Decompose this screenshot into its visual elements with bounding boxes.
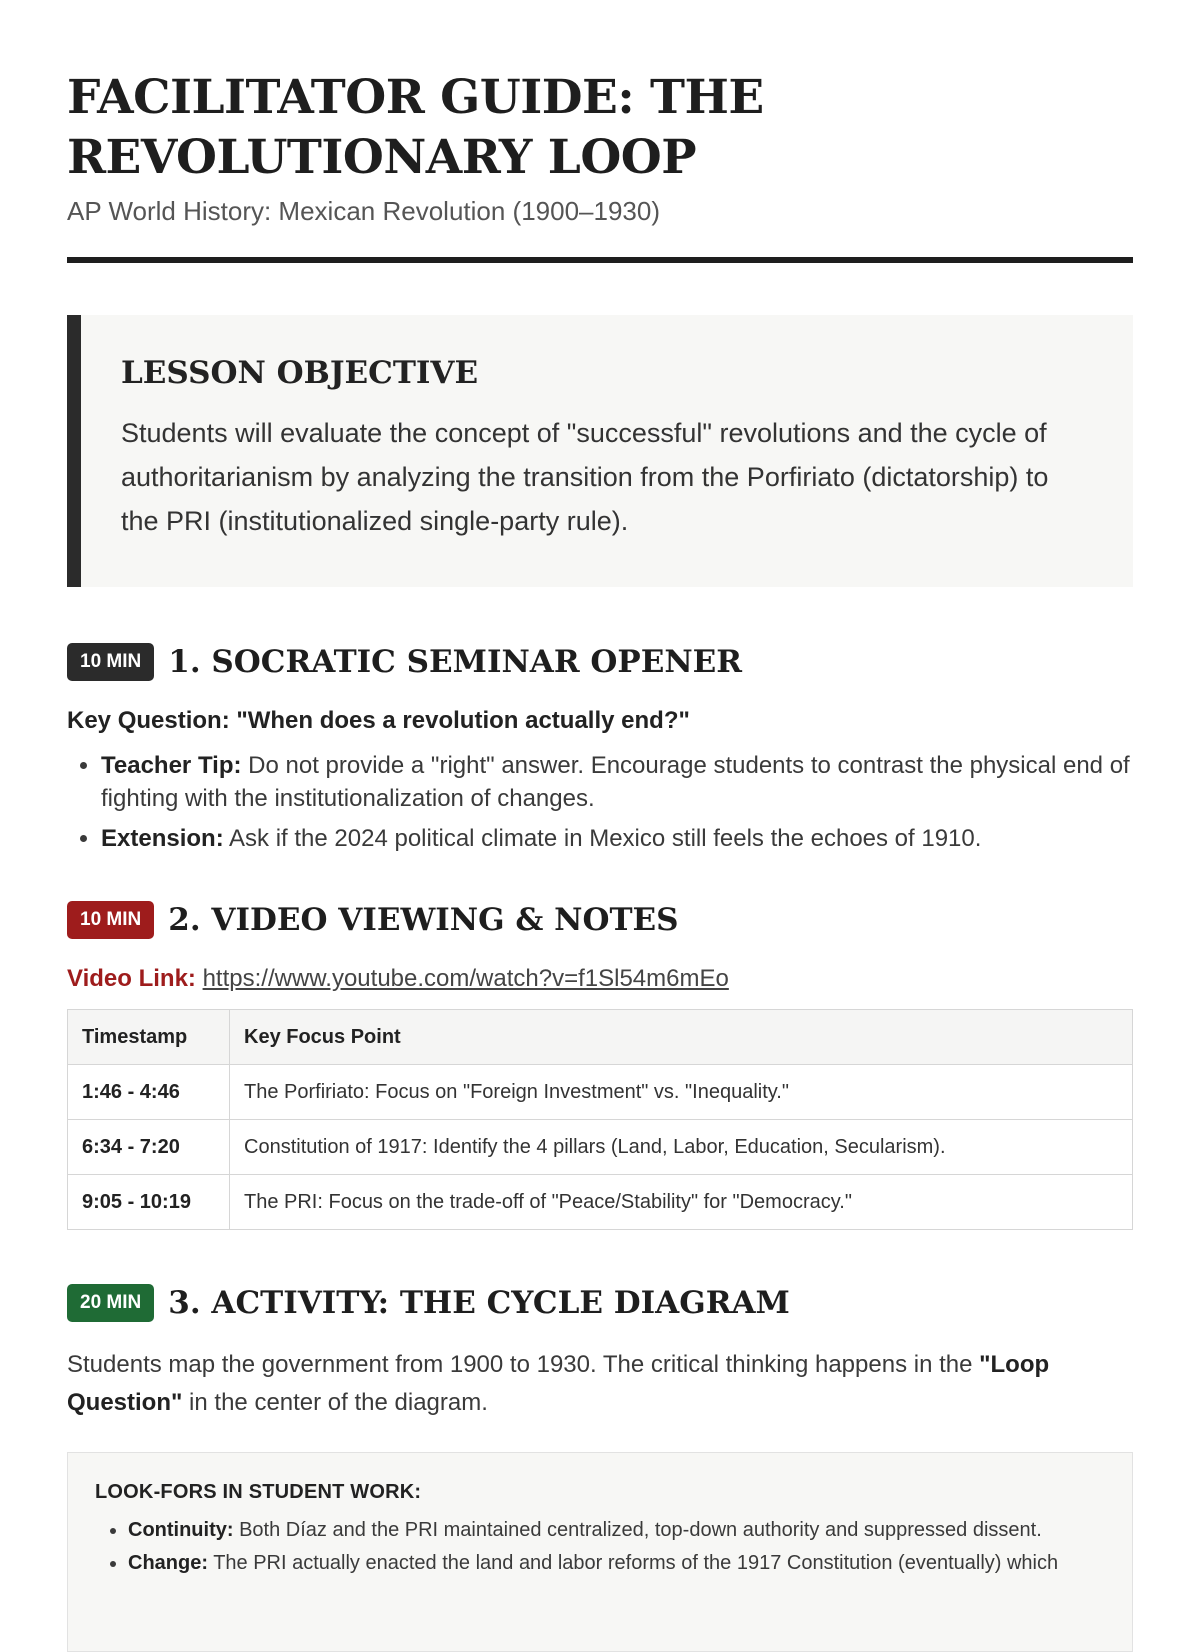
bullet-text: Ask if the 2024 political climate in Mexico still feels the echoes of 1910.: [223, 825, 982, 852]
look-fors-box: [67, 1452, 1133, 1652]
timestamp-cell: 9:05 - 10:19: [68, 1175, 230, 1230]
para-text: Students map the government from 1900 to 1930. The critical thinking happens in the: [67, 1351, 980, 1378]
key-question: Key Question: "When does a revolution actually end?": [67, 707, 690, 734]
bullet-label: Extension:: [101, 825, 224, 852]
focus-point-cell: The PRI: Focus on the trade-off of "Peace/Stability" for "Democracy.": [230, 1175, 1133, 1230]
time-badge: 10 MIN: [67, 643, 154, 681]
look-fors-list: [95, 1516, 1105, 1577]
section-title: 2. VIDEO VIEWING & NOTES: [168, 902, 679, 938]
video-link-label: Video Link:: [67, 965, 196, 992]
lesson-objective-box: [67, 315, 1133, 587]
section-1-header: [67, 643, 1133, 681]
objective-heading: LESSON OBJECTIVE: [121, 355, 479, 391]
activity-description: [67, 1346, 1133, 1422]
column-header: Key Focus Point: [230, 1010, 1133, 1065]
table-row: [68, 1120, 1133, 1175]
page-subtitle: AP World History: Mexican Revolution (1900–1930): [67, 196, 660, 226]
timestamp-cell: 6:34 - 7:20: [68, 1120, 230, 1175]
look-fors-title: LOOK-FORS IN STUDENT WORK:: [95, 1481, 422, 1503]
look-for-label: Change:: [128, 1552, 208, 1574]
focus-point-cell: Constitution of 1917: Identify the 4 pillars (Land, Labor, Education, Secularism).: [230, 1120, 1133, 1175]
page-title: FACILITATOR GUIDE: THE REVOLUTIONARY LOOP: [67, 70, 764, 185]
section-title: 3. ACTIVITY: THE CYCLE DIAGRAM: [168, 1285, 790, 1321]
table-row: [68, 1175, 1133, 1230]
section-title: 1. SOCRATIC SEMINAR OPENER: [168, 644, 743, 680]
timestamp-table: [67, 1009, 1133, 1230]
teacher-notes-list: [67, 749, 1133, 855]
look-for-label: Continuity:: [128, 1519, 234, 1541]
video-link[interactable]: https://www.youtube.com/watch?v=f1Sl54m6mEo: [202, 965, 729, 992]
video-link-row: [67, 965, 1133, 993]
time-badge: 20 MIN: [67, 1284, 154, 1322]
table-row: [68, 1065, 1133, 1120]
para-bold: "Loop Question": [67, 1351, 1050, 1416]
para-text: in the center of the diagram.: [182, 1389, 488, 1416]
objective-text: Students will evaluate the concept of "successful" revolutions and the cycle of authoritarianism by analyzing the transition from the Porfiriato (dictatorship) to the PRI (institutionalized single-party rule).: [121, 418, 1049, 536]
look-for-text: Both Díaz and the PRI maintained centralized, top-down authority and suppressed dissent.: [233, 1519, 1042, 1541]
timestamp-cell: 1:46 - 4:46: [68, 1065, 230, 1120]
section-3-header: [67, 1284, 1133, 1322]
list-item: [128, 1549, 1105, 1577]
list-item: [101, 822, 1133, 855]
time-badge: 10 MIN: [67, 901, 154, 939]
focus-point-cell: The Porfiriato: Focus on "Foreign Investment" vs. "Inequality.": [230, 1065, 1133, 1120]
section-2-header: [67, 901, 1133, 939]
title-divider: [67, 257, 1133, 263]
table-header-row: [68, 1010, 1133, 1065]
bullet-text: Do not provide a "right" answer. Encourage students to contrast the physical end of fighting with the institutionalization of changes.: [101, 752, 1130, 812]
column-header: Timestamp: [68, 1010, 230, 1065]
list-item: [101, 749, 1133, 815]
list-item: [128, 1516, 1105, 1544]
look-for-text: The PRI actually enacted the land and labor reforms of the 1917 Constitution (eventually) which: [208, 1552, 1059, 1574]
bullet-label: Teacher Tip:: [101, 752, 242, 779]
